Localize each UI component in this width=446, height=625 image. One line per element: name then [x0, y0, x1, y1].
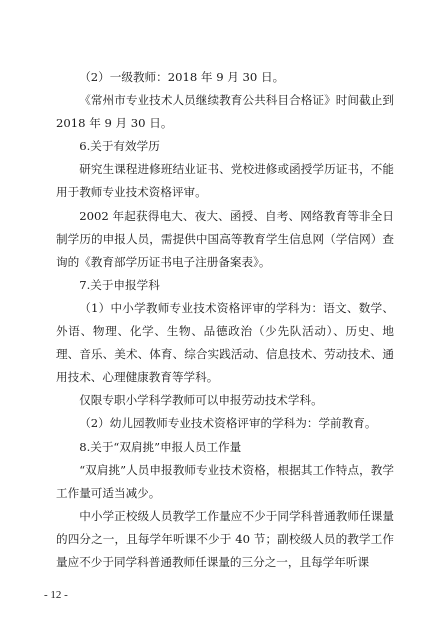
paragraph-non-fulltime-education: 2002 年起获得电大、夜大、函授、自考、网络教育等非全日制学历的申报人员，需提供中国高等教育学生信息网（学信网）查询的《教育部学历证书电子注册备案表》。 [56, 208, 394, 269]
paragraph-continuing-education-certificate: 《常州市专业技术人员继续教育公共科目合格证》时间截止到 2018 年 9 月 30 日。 [56, 93, 394, 131]
document-body [56, 66, 394, 574]
paragraph-invalid-certificates: 研究生课程进修班结业证书、党校进修或函授学历证书，不能用于教师专业技术资格评审。 [56, 162, 394, 200]
section-heading-dual-role-workload: 8.关于“双肩挑”申报人员工作量 [79, 439, 242, 454]
paragraph-primary-secondary-subjects: （1）中小学教师专业技术资格评审的学科为：语文、数学、外语、物理、化学、生物、品德政治（少先队活动）、历史、地理、音乐、美术、体育、综合实践活动、信息技术、劳动技术、通用技术、心理健康教育等学科。 [56, 300, 394, 385]
section-heading-application-subjects: 7.关于申报学科 [79, 277, 160, 292]
section-heading-valid-education: 6.关于有效学历 [79, 139, 160, 154]
page-number: - 12 - [44, 589, 68, 601]
paragraph-dual-role-reduction: “双肩挑”人员申报教师专业技术资格，根据其工作特点，教学工作量可适当减少。 [56, 462, 394, 500]
paragraph-labor-technology-note: 仅限专职小学科学教师可以申报劳动技术学科。 [79, 393, 323, 408]
paragraph-first-grade-teacher-date: （2）一级教师：2018 年 9 月 30 日。 [79, 70, 285, 84]
paragraph-principal-workload: 中小学正校级人员教学工作量应不少于同学科普通教师任课量的四分之一，且每学年听课不少于 40 节；副校级人员的教学工作量应不少于同学科普通教师任课量的三分之一，且每学年听课 [56, 508, 394, 569]
paragraph-kindergarten-subjects: （2）幼儿园教师专业技术资格评审的学科为：学前教育。 [79, 416, 377, 431]
